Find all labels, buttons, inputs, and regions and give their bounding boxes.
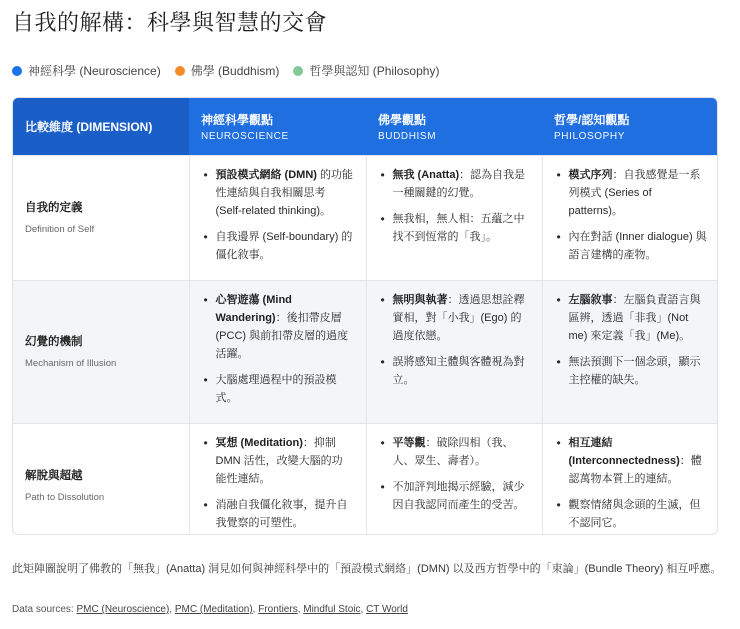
list-item (379, 478, 530, 514)
header-neuroscience (189, 98, 366, 155)
row-header (13, 155, 189, 280)
header-dimension: 比較維度 (DIMENSION) (13, 98, 189, 155)
header-subtitle: NEUROSCIENCE (201, 130, 289, 142)
list-item (555, 166, 708, 220)
list-item (555, 496, 708, 532)
list-item (202, 291, 354, 363)
header-buddhism (366, 98, 542, 155)
item-text: 自我邊界 (Self-boundary) 的僵化敘事。 (215, 230, 353, 261)
header-subtitle: PHILOSOPHY (554, 130, 626, 142)
legend-item-philosophy (293, 62, 439, 79)
row-header (13, 423, 189, 535)
list-item (555, 228, 708, 264)
source-link-pmc-neuroscience[interactable]: PMC (Neuroscience) (76, 604, 170, 615)
list-item (555, 353, 708, 389)
item-text: 消融自我僵化敘事，提升自我覺察的可塑性。 (215, 498, 348, 529)
row-subtitle: Mechanism of Illusion (25, 357, 117, 369)
item-text: 的功能性連結與自我相關思考 (Self-related thinking)。 (215, 168, 353, 217)
sources-label: Data sources: (12, 604, 74, 615)
header-philosophy (542, 98, 718, 155)
row-title: 解脫與超越 (25, 469, 83, 482)
table-cell (542, 423, 718, 535)
table-cell (189, 280, 366, 423)
row-subtitle: Definition of Self (25, 223, 95, 235)
list-item (379, 353, 530, 389)
bold-term: 無我 (Anatta) (392, 168, 460, 181)
source-link-pmc-meditation[interactable]: PMC (Meditation) (174, 604, 253, 615)
item-text: 觀察情緒與念頭的生滅，但不認同它。 (568, 498, 701, 529)
item-text: ：破除四相（我、人、眾生、壽者）。 (392, 436, 514, 467)
table-cell (542, 280, 718, 423)
bold-term: 冥想 (Meditation) (215, 436, 303, 449)
legend-dot-icon (293, 66, 303, 76)
legend-item-buddhism (175, 62, 280, 79)
table-cell (542, 155, 718, 280)
table-row (13, 423, 718, 535)
source-link-mindful-stoic[interactable]: Mindful Stoic (303, 604, 361, 615)
list-item (555, 434, 708, 488)
summary-text: 此矩陣圖說明了佛教的「無我」(Anatta) 洞見如何與神經科學中的「預設模式網絡」(DMN) 以及西方哲學中的「束論」(Bundle Theory) 相互呼應。 (12, 563, 722, 575)
bold-term: 預設模式網絡 (DMN) (215, 168, 317, 181)
item-text: ：透過思想詮釋實相，對「小我」(Ego) 的過度依戀。 (392, 293, 525, 342)
bold-term: 相互連結 (Interconnectedness) (568, 436, 680, 467)
row-title: 幻覺的機制 (25, 335, 83, 348)
table-cell (366, 423, 542, 535)
item-text: 誤將感知主體與客體視為對立。 (392, 355, 525, 386)
item-text: 內在對話 (Inner dialogue) 與語言建構的產物。 (568, 230, 707, 261)
header-title: 哲學/認知觀點 (554, 112, 630, 127)
bold-term: 無明與執著 (392, 293, 448, 306)
item-text: ：後扣帶皮層 (PCC) 與前扣帶皮層的過度活躍。 (215, 311, 349, 360)
source-link-frontiers[interactable]: Frontiers (258, 604, 298, 615)
row-header (13, 280, 189, 423)
list-item (202, 434, 354, 488)
table-cell (189, 155, 366, 280)
table-header-row (13, 98, 718, 155)
data-sources: Data sources: PMC (Neuroscience), PMC (Meditation), Frontiers, Mindful Stoic, CT World (12, 604, 408, 615)
item-text: 無我相，無人相：五蘊之中找不到恆常的「我」。 (392, 212, 525, 243)
bold-term: 模式序列 (568, 168, 613, 181)
legend-dot-icon (12, 66, 22, 76)
item-text: ：自我感覺是一系列模式 (Series of patterns)。 (568, 168, 701, 217)
list-item (202, 228, 354, 264)
bold-term: 平等觀 (392, 436, 426, 449)
row-subtitle: Path to Dissolution (25, 491, 105, 503)
header-title: 佛學觀點 (378, 112, 427, 127)
item-text: 不加評判地揭示經驗，減少因自我認同而產生的受苦。 (392, 480, 525, 511)
table-row (13, 155, 718, 280)
bold-term: 心智遊蕩 (Mind Wandering) (215, 293, 292, 324)
legend-item-neuroscience (12, 62, 161, 79)
comparison-table (12, 97, 718, 535)
table-cell (366, 155, 542, 280)
table-cell (189, 423, 366, 535)
item-text: ：抑制 DMN 活性，改變大腦的功能性連結。 (215, 436, 343, 485)
list-item (555, 291, 708, 345)
legend-label: 哲學與認知 (Philosophy) (309, 64, 440, 78)
list-item (379, 291, 530, 345)
list-item (379, 166, 530, 202)
legend-label: 佛學 (Buddhism) (190, 64, 280, 78)
item-text: ：體認萬物本質上的連結。 (568, 454, 702, 485)
legend-dot-icon (175, 66, 185, 76)
table-cell (366, 280, 542, 423)
legend-label: 神經科學 (Neuroscience) (28, 64, 161, 78)
table-row (13, 280, 718, 423)
source-link-ct-world[interactable]: CT World (366, 604, 408, 615)
list-item (202, 496, 354, 532)
bold-term: 左腦敘事 (568, 293, 613, 306)
list-item (379, 434, 530, 470)
item-text: 大腦處理過程中的預設模式。 (215, 373, 337, 404)
page-title: 自我的解構：科學與智慧的交會 (12, 11, 328, 36)
list-item (202, 166, 354, 220)
row-title: 自我的定義 (25, 201, 83, 214)
legend (12, 62, 439, 79)
header-title: 神經科學觀點 (201, 112, 274, 127)
item-text: ：左腦負責語言與區辨，透過「非我」(Not me) 來定義「我」(Me)。 (568, 293, 701, 342)
item-text: ：認為自我是一種關鍵的幻覺。 (392, 168, 526, 199)
item-text: 無法預測下一個念頭，顯示主控權的缺失。 (568, 355, 701, 386)
list-item (202, 371, 354, 407)
header-subtitle: BUDDHISM (378, 130, 437, 142)
list-item (379, 210, 530, 246)
